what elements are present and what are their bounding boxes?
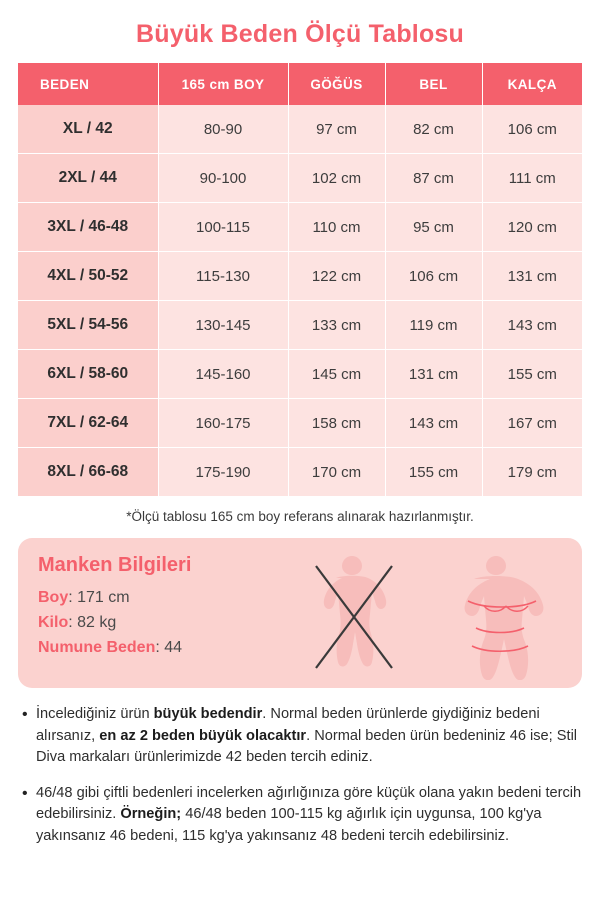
column-header-bel: BEL xyxy=(385,63,482,105)
cell-kalca: 179 cm xyxy=(482,448,582,497)
model-info-value: : 44 xyxy=(155,639,183,656)
cell-boy: 115-130 xyxy=(158,252,288,301)
page-title: Büyük Beden Ölçü Tablosu xyxy=(136,20,464,48)
list-item-text xyxy=(36,704,582,769)
cell-bel: 87 cm xyxy=(385,154,482,203)
cell-bel: 143 cm xyxy=(385,399,482,448)
bullet-dot-icon: • xyxy=(22,706,28,723)
cell-gogus: 133 cm xyxy=(288,301,385,350)
model-info-label: Boy xyxy=(38,589,69,606)
cell-boy: 160-175 xyxy=(158,399,288,448)
cell-bel: 95 cm xyxy=(385,203,482,252)
cell-beden: 7XL / 62-64 xyxy=(18,399,158,448)
model-info-box xyxy=(18,538,582,688)
cell-gogus: 145 cm xyxy=(288,350,385,399)
text-part-bold: büyük bedendir xyxy=(153,706,263,722)
cell-boy: 100-115 xyxy=(158,203,288,252)
table-row xyxy=(18,252,582,301)
cell-beden: 3XL / 46-48 xyxy=(18,203,158,252)
table-row xyxy=(18,399,582,448)
cell-kalca: 120 cm xyxy=(482,203,582,252)
table-footnote: *Ölçü tablosu 165 cm boy referans alınarak hazırlanmıştır. xyxy=(126,509,474,524)
list-item-text xyxy=(36,783,582,848)
cell-bel: 155 cm xyxy=(385,448,482,497)
list-item xyxy=(22,783,582,848)
table-row xyxy=(18,350,582,399)
text-part: İncelediğiniz ürün xyxy=(36,706,154,722)
column-header-boy: 165 cm BOY xyxy=(158,63,288,105)
column-header-gogus: GÖĞÜS xyxy=(288,63,385,105)
cell-beden: 8XL / 66-68 xyxy=(18,448,158,497)
model-info-value: : 171 cm xyxy=(68,589,130,606)
text-part: 46/48 gibi çiftli bedenleri incelerken ağırlığınıza göre küçük olana yakın bedeni tercih edebilirsiniz. xyxy=(36,784,582,822)
cell-boy: 145-160 xyxy=(158,350,288,399)
cell-beden: 6XL / 58-60 xyxy=(18,350,158,399)
cell-kalca: 131 cm xyxy=(482,252,582,301)
list-item xyxy=(22,704,582,769)
cell-gogus: 110 cm xyxy=(288,203,385,252)
cell-kalca: 106 cm xyxy=(482,105,582,154)
cell-kalca: 155 cm xyxy=(482,350,582,399)
body-figures xyxy=(306,546,566,680)
table-header-row xyxy=(18,63,582,105)
text-part-bold: Örneğin; xyxy=(120,806,182,822)
column-header-kalca: KALÇA xyxy=(482,63,582,105)
cell-bel: 82 cm xyxy=(385,105,482,154)
text-part: . Normal beden ürünlerde giydiğiniz bedeni alırsanız, xyxy=(36,706,540,744)
cell-kalca: 167 cm xyxy=(482,399,582,448)
cell-gogus: 102 cm xyxy=(288,154,385,203)
cell-boy: 130-145 xyxy=(158,301,288,350)
cell-beden: XL / 42 xyxy=(18,105,158,154)
cell-kalca: 143 cm xyxy=(482,301,582,350)
table-row xyxy=(18,301,582,350)
cell-gogus: 170 cm xyxy=(288,448,385,497)
cell-boy: 90-100 xyxy=(158,154,288,203)
cell-bel: 119 cm xyxy=(385,301,482,350)
cell-gogus: 158 cm xyxy=(288,399,385,448)
size-chart-page xyxy=(0,20,600,920)
model-info-value: : 82 kg xyxy=(68,614,117,631)
text-part: . Normal beden ürün bedeniniz 46 ise; Stil Diva markaları ürünlerimizde 42 beden tercih ediniz. xyxy=(36,727,578,765)
model-info-label: Kilo xyxy=(38,614,69,631)
bullet-dot-icon: • xyxy=(22,784,28,802)
cell-boy: 80-90 xyxy=(158,105,288,154)
measured-body-figure xyxy=(465,556,544,680)
table-row xyxy=(18,203,582,252)
crossed-out-body-figure xyxy=(316,556,392,668)
text-part: 46/48 beden 100-115 kg ağırlık için uygunsa, 100 kg'ya yakınsanız 46 bedeni, 115 kg'ya yakınsanız 48 bedeni tercih edebilirsiniz. xyxy=(36,806,542,844)
cell-beden: 5XL / 54-56 xyxy=(18,301,158,350)
table-row xyxy=(18,154,582,203)
cell-boy: 175-190 xyxy=(158,448,288,497)
column-header-beden: BEDEN xyxy=(18,63,158,105)
table-row xyxy=(18,105,582,154)
text-part-bold: en az 2 beden büyük olacaktır xyxy=(99,727,307,744)
notes-list xyxy=(18,704,582,847)
cell-gogus: 97 cm xyxy=(288,105,385,154)
cell-gogus: 122 cm xyxy=(288,252,385,301)
model-info-title: Manken Bilgileri xyxy=(38,554,192,576)
cell-bel: 131 cm xyxy=(385,350,482,399)
table-row xyxy=(18,448,582,497)
size-table xyxy=(18,63,582,496)
model-info-label: Numune Beden xyxy=(38,639,156,656)
cell-beden: 4XL / 50-52 xyxy=(18,252,158,301)
cell-beden: 2XL / 44 xyxy=(18,154,158,203)
cell-kalca: 111 cm xyxy=(482,154,582,203)
cell-bel: 106 cm xyxy=(385,252,482,301)
